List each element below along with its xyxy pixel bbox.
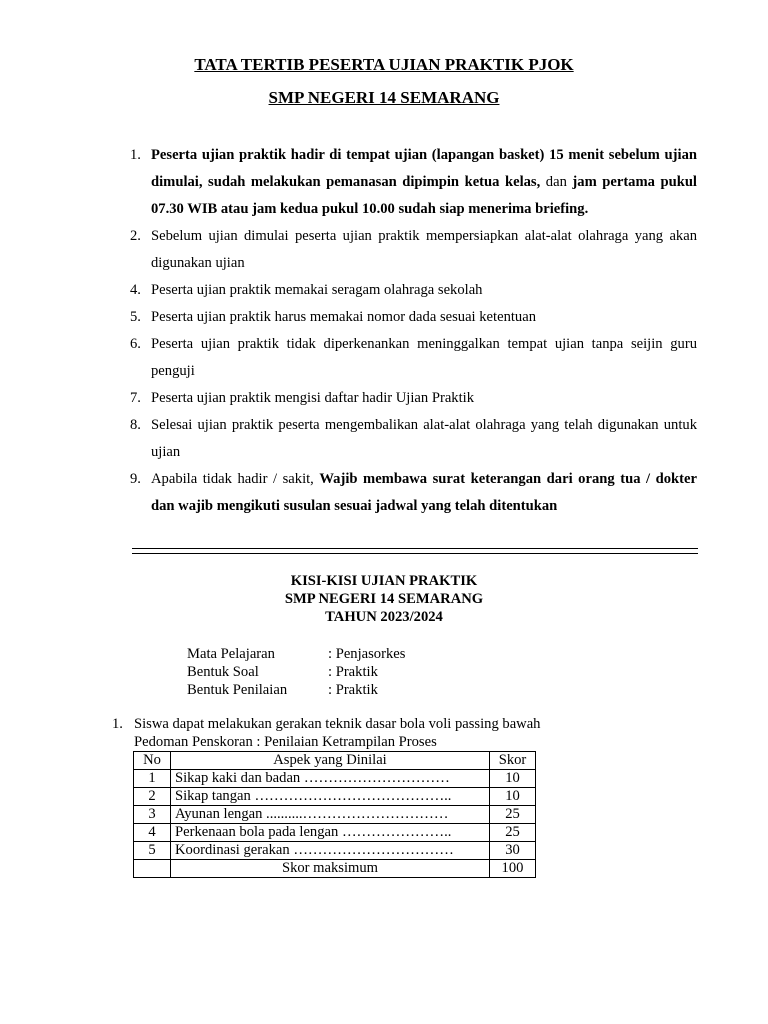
rule-number: 9. [130, 471, 141, 487]
meta-label: Mata Pelajaran [187, 646, 275, 662]
meta-label: Bentuk Penilaian [187, 682, 288, 698]
table-row [134, 842, 536, 860]
rule-item [106, 142, 697, 223]
question-number: 1. [112, 716, 123, 732]
row-no: 4 [134, 824, 171, 842]
table-row [134, 806, 536, 824]
row-no: 2 [134, 788, 171, 806]
row-skor: 25 [490, 806, 536, 824]
meta-value: : Praktik [328, 682, 378, 698]
rule-text: Peserta ujian praktik memakai seragam olahraga sekolah [151, 282, 483, 298]
kisi-title: KISI-KISI UJIAN PRAKTIK [290, 573, 478, 589]
header-skor: Skor [490, 752, 536, 770]
rule-item [106, 223, 697, 277]
rule-number: 6. [130, 336, 141, 352]
row-aspek: Perkenaan bola pada lengan ………………….. [171, 824, 490, 842]
total-value: 100 [490, 860, 536, 878]
row-skor: 10 [490, 788, 536, 806]
rule-number: 8. [130, 417, 141, 433]
meta-value: : Penjasorkes [328, 646, 406, 662]
rule-text: Sebelum ujian dimulai peserta ujian praktik mempersiapkan alat-alat olahraga yang akan digunakan ujian [151, 228, 697, 271]
row-aspek: Sikap tangan ………………………………….. [171, 788, 490, 806]
rule-text: dan [540, 174, 573, 190]
scoring-guide: Pedoman Penskoran : Penilaian Ketrampilan Proses [134, 734, 437, 750]
rule-item [106, 385, 697, 412]
row-aspek: Sikap kaki dan badan ………………………… [171, 770, 490, 788]
rule-item [106, 277, 697, 304]
rule-number: 5. [130, 309, 141, 325]
meta-value: : Praktik [328, 664, 378, 680]
question-text: Siswa dapat melakukan gerakan teknik dasar bola voli passing bawah [134, 716, 541, 732]
row-no: 5 [134, 842, 171, 860]
scoring-table [133, 751, 536, 878]
rule-text: jam pertama pukul 07.30 WIB atau jam kedua pukul 10.00 sudah siap menerima briefing. [151, 174, 697, 217]
row-aspek: Koordinasi gerakan …………………………… [171, 842, 490, 860]
table-row [134, 824, 536, 842]
header-aspek: Aspek yang Dinilai [171, 752, 490, 770]
rule-text: Peserta ujian praktik harus memakai nomor dada sesuai ketentuan [151, 309, 536, 325]
table-row [134, 788, 536, 806]
total-empty-cell [134, 860, 171, 878]
table-total-row [134, 860, 536, 878]
rule-text: Peserta ujian praktik tidak diperkenankan meninggalkan tempat ujian tanpa seijin guru penguji [151, 336, 697, 379]
kisi-year: TAHUN 2023/2024 [325, 609, 443, 625]
rule-number: 4. [130, 282, 141, 298]
row-skor: 10 [490, 770, 536, 788]
table-body [134, 770, 536, 860]
rule-item [106, 466, 697, 520]
rule-number: 1. [130, 147, 141, 163]
rule-item [106, 304, 697, 331]
rule-item [106, 412, 697, 466]
header-no: No [134, 752, 171, 770]
rule-text: Peserta ujian praktik mengisi daftar hadir Ujian Praktik [151, 390, 475, 406]
total-label: Skor maksimum [171, 860, 490, 878]
row-aspek: Ayunan lengan ..........………………………… [171, 806, 490, 824]
row-no: 3 [134, 806, 171, 824]
rule-text: Apabila tidak hadir / sakit, [151, 471, 320, 487]
row-skor: 25 [490, 824, 536, 842]
table-header-row [134, 752, 536, 770]
row-skor: 30 [490, 842, 536, 860]
row-no: 1 [134, 770, 171, 788]
rule-text: Selesai ujian praktik peserta mengembalikan alat-alat olahraga yang telah digunakan untuk ujian [151, 417, 697, 460]
rule-number: 7. [130, 390, 141, 406]
rules-title: TATA TERTIB PESERTA UJIAN PRAKTIK PJOK [194, 55, 574, 74]
rules-list [106, 142, 697, 520]
kisi-school: SMP NEGERI 14 SEMARANG [284, 591, 484, 607]
double-divider [132, 548, 698, 554]
rules-school-title: SMP NEGERI 14 SEMARANG [268, 88, 500, 107]
meta-label: Bentuk Soal [187, 664, 259, 680]
rule-text: Peserta ujian praktik hadir di tempat ujian (lapangan basket) 15 menit sebelum ujian dimulai, sudah melakukan pemanasan dipimpin ketua kelas, [151, 147, 697, 190]
rule-item [106, 331, 697, 385]
table-row [134, 770, 536, 788]
rule-text: Wajib membawa surat keterangan dari orang tua / dokter dan wajib mengikuti susulan sesuai jadwal yang telah ditentukan [151, 471, 697, 514]
rule-number: 2. [130, 228, 141, 244]
